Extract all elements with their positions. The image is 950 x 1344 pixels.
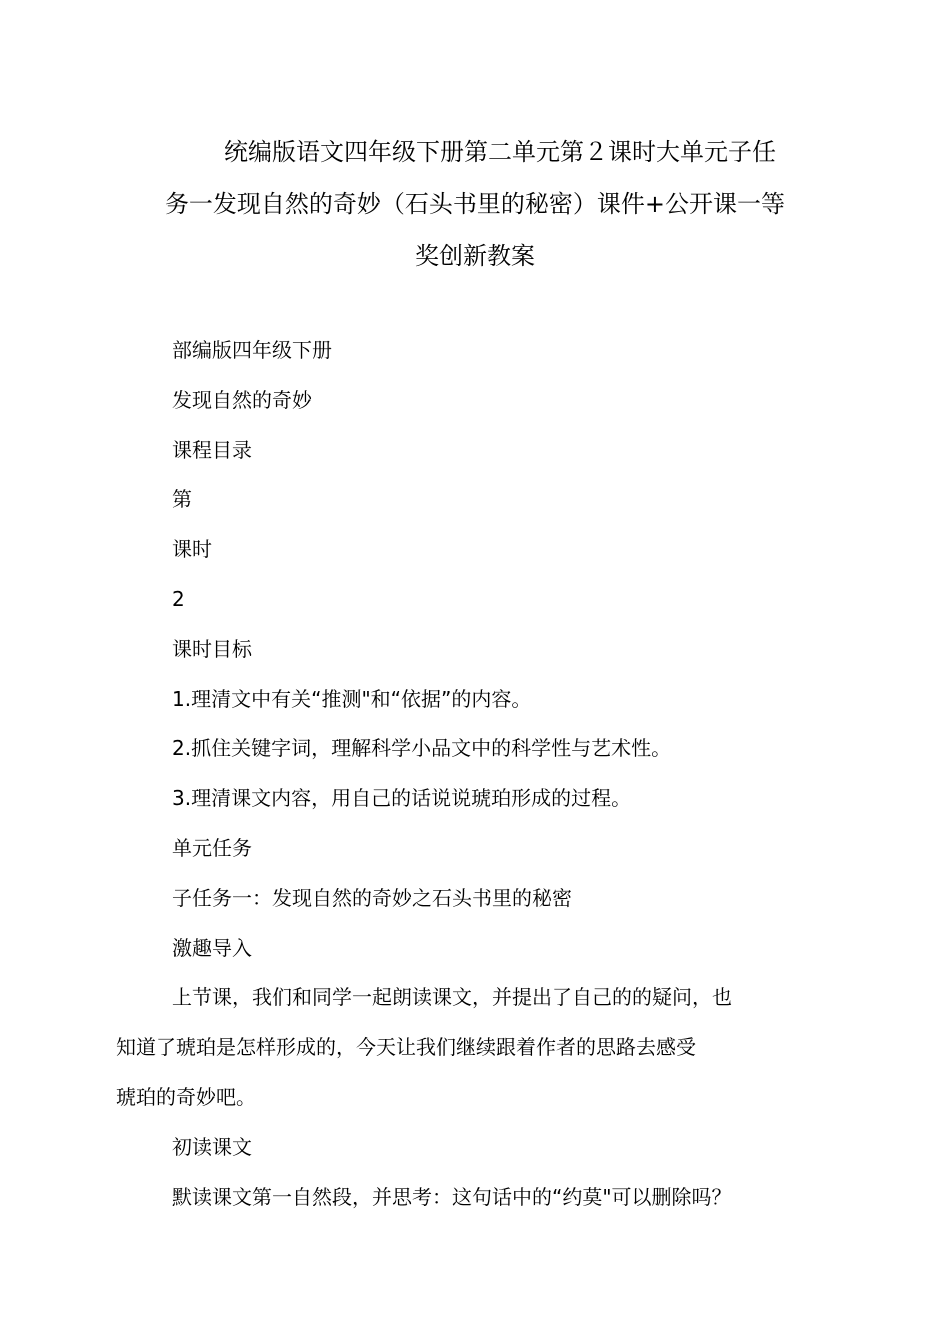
paragraph-unit-task-heading: 单元任务 <box>172 835 252 860</box>
document-title <box>140 126 810 282</box>
paragraph-di: 第 <box>172 487 192 512</box>
paragraph-textbook: 部编版四年级下册 <box>172 338 332 362</box>
paragraph-course-contents: 课程目录 <box>172 437 252 462</box>
paragraph-first-reading-heading: 初读课文 <box>172 1134 252 1159</box>
paragraph-subtask: 子任务一：发现自然的奇妙之石头书里的秘密 <box>172 885 572 910</box>
paragraph-goal-2: 2.抓住关键字词，理解科学小品文中的科学性与艺术性。 <box>172 736 672 761</box>
paragraph-lesson: 课时 <box>172 537 212 562</box>
paragraph-goal-1: 1.理清文中有关“推测"和“依据”的内容。 <box>172 686 532 711</box>
intro-line-1: 上节课，我们和同学一起朗读课文，并提出了自己的的疑问，也 <box>172 985 732 1010</box>
paragraph-unit-theme: 发现自然的奇妙 <box>172 387 312 412</box>
paragraph-silent-reading-task: 默读课文第一自然段，并思考：这句话中的“约莫"可以删除吗？ <box>172 1184 732 1209</box>
paragraph-intro-text <box>116 973 814 1122</box>
paragraph-lesson-number: 2 <box>172 586 185 611</box>
title-line-1: 统编版语文四年级下册第二单元第２课时大单元子任 <box>224 138 776 166</box>
paragraph-goal-3: 3.理清课文内容，用自己的话说说琥珀形成的过程。 <box>172 786 632 811</box>
title-line-3: 奖创新教案 <box>415 242 535 270</box>
intro-line-2: 知道了琥珀是怎样形成的，今天让我们继续跟着作者的思路去感受 <box>116 1035 696 1060</box>
intro-line-3: 琥珀的奇妙吧。 <box>116 1084 256 1109</box>
paragraph-intro-heading: 激趣导入 <box>172 935 252 960</box>
paragraph-lesson-goals-heading: 课时目标 <box>172 636 252 661</box>
document-body <box>116 326 814 1222</box>
title-line-2: 务一发现自然的奇妙（石头书里的秘密）课件+公开课一等 <box>164 190 786 218</box>
